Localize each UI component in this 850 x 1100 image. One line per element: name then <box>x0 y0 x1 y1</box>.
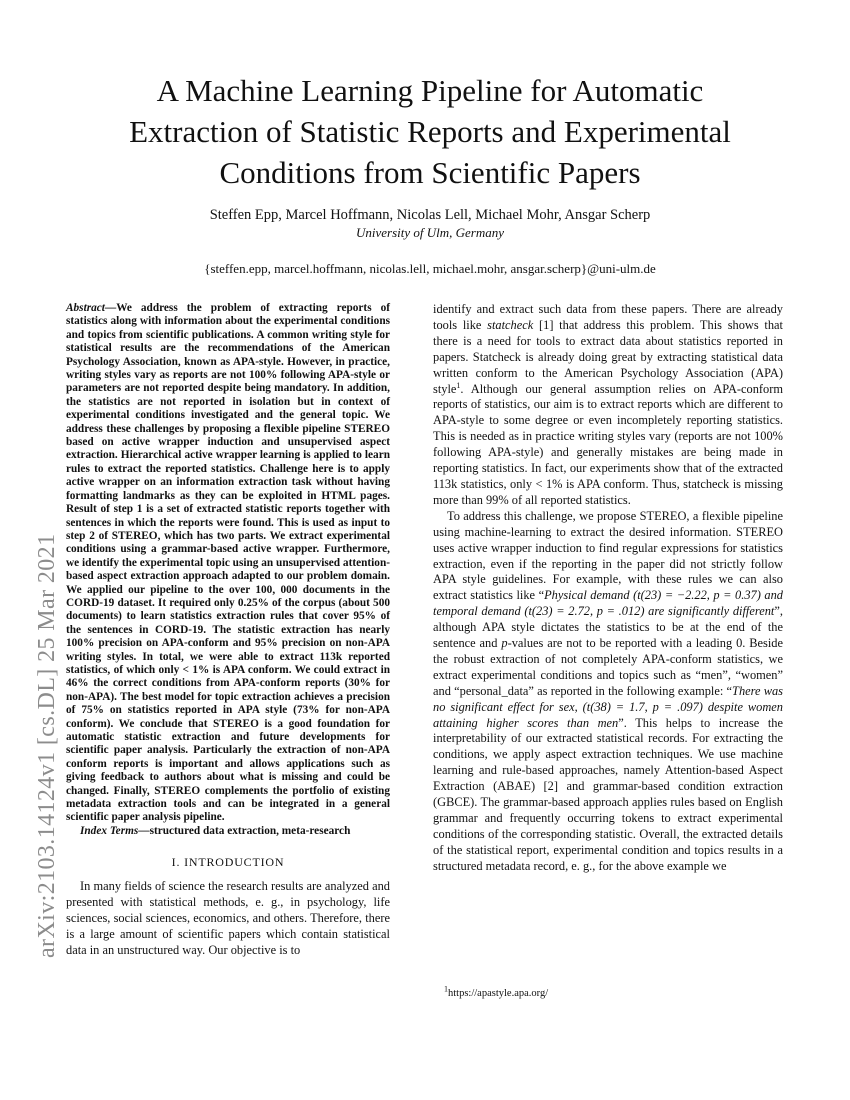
index-terms-text: —structured data extraction, meta-research <box>138 824 351 837</box>
p-variable: p <box>501 636 508 651</box>
example-quote-1: Physical demand (t(23) = −2.22, p = 0.37) and temporal demand (t(23) = 2.72, p = .012) are significantly different <box>433 588 783 619</box>
title-line-1: A Machine Learning Pipeline for Automatic <box>156 73 704 108</box>
affiliation: University of Ulm, Germany <box>355 225 505 240</box>
body-text: identify and extract such data from these papers. There are already tools like <box>433 302 783 332</box>
right-column <box>433 302 783 875</box>
arxiv-identifier: arXiv:2103.14124v1 [cs.DL] 25 Mar 2021 <box>34 533 60 958</box>
example-quote-2: There was no significant effect for sex, (t(38) = 1.7, p = .097) despite women attaining higher scores than men <box>433 683 784 730</box>
statcheck-term: statcheck <box>487 317 534 332</box>
author-list: Steffen Epp, Marcel Hoffmann, Nicolas Lell, Michael Mohr, Ansgar Scherp <box>209 207 651 223</box>
footnote <box>444 984 549 999</box>
body-text: -values are not to be reported with a leading 0. Beside the robust extraction of not completely APA-conform statistics, we extract experimental conditions and topics such as “men”, “women” and “personal_data” as reported in the following example: “ <box>433 636 783 698</box>
index-terms <box>66 825 390 838</box>
body-text: ”. This helps to increase the interpretability of our extracted statistical records. For extracting the conditions, we apply aspect extraction techniques. We use machine learning and rule-based approaches, namely Attention-based Aspect Extraction (ABAE) [2] and grammar-based condition extraction (GBCE). The grammar-based approach applies rules based on English grammar and frequently occurring tokens to extract experimental conditions of the corresponding statistic. Overall, the extracted details of the statistical report, experimental condition and topics results in a structured metadata record, e. g., for the above example we <box>433 715 784 873</box>
footnote-url: https://apastyle.apa.org/ <box>448 988 549 999</box>
body-text: To address this challenge, we propose STEREO, a flexible pipeline using machine-learning to extract the desired information. STEREO uses active wrapper induction to find regular expressions for statistics extraction, even if the reporting in the paper did not strictly follow APA style guidelines. For example, with these rules we can also extract statistics like “ <box>433 508 783 603</box>
footnote-reference: 1 <box>456 380 461 390</box>
body-paragraph-2 <box>433 509 783 875</box>
author-emails: {steffen.epp, marcel.hoffmann, nicolas.lell, michael.mohr, ansgar.scherp}@uni-ulm.de <box>204 261 656 276</box>
index-terms-label: Index Terms <box>80 824 139 837</box>
paper-title <box>60 70 800 193</box>
body-paragraph-1 <box>433 302 783 509</box>
footnote-mark: 1 <box>444 984 448 994</box>
abstract-text: —We address the problem of extracting reports of statistics along with information about the experimental conditions and topics from scientific publications. A common writing style for statistical results are the recommendations of the American Psychology Association, known as APA-style. However, in practice, writing styles vary as reports are not 100% following APA-style or parameters are not reported despite being mandatory. In addition, the statistics are not reported in isolation but in context of experimental conditions investigated and the general topic. We address these challenges by proposing a flexible pipeline STEREO based on active wrapper induction and unsupervised aspect extraction. Hierarchical active wrapper learning is applied to learn rules to extract the reported statistics. Challenge here is to apply active wrapper on an information extraction task without having formatting landmarks as they can be exploited in HTML pages. Result of step 1 is a set of extracted statistic reports together with sentences in which the reports were found. This is used as input to step 2 of STEREO, which has two parts. We extract experimental conditions using a grammar-based active wrapper. Furthermore, we identify the experimental topic using an unsupervised attention-based aspect extraction approach adapted to our problem domain. We applied our pipeline to the over 100, 000 documents in the CORD-19 dataset. It required only 0.25% of the corpus (about 500 documents) to learn statistics extraction rules that cover 95% of the sentences in CORD-19. The statistic extraction has nearly 100% precision on APA-conform and 95% precision on non-APA writing styles. In total, we were able to extract 113k reported statistics, of which only < 1% is APA conform. We could extract in 46% the correct conditions from APA-conform reports (30% for non-APA). The best model for topic extraction achieves a precision of 75% on statistics reported in APA style (73% for non-APA conform). We conclude that STEREO is a good foundation for automatic statistic extraction and future developments for scientific paper analysis. Particularly the extraction of non-APA conform reports is important and allows applications such as giving feedback to authors about what is missing and could be changed. Finally, STEREO complements the portfolio of existing metadata extraction tools and can be integrated in a general scientific paper analysis pipeline. <box>66 302 390 824</box>
section-heading-introduction: I. INTRODUCTION <box>171 855 285 870</box>
body-text: . Although our general assumption relies on APA-conform reports of statistics, our aim is to extract reports which are different to APA-style to some degree or even incompletely reporting statistics. This is needed as in practice writing styles vary (reports are not 100% following APA-style) and generally mistakes are being made in reporting statistics. In fact, our experiments show that of the extracted 113k statistics, only < 1% is APA conform. Thus, statcheck is missing more than 99% of all reported statistics. <box>433 381 783 507</box>
body-text: [1] that address this problem. This shows that there is a need for tools to extract data about statistics reported in papers. Statcheck is already doing great by extracting statistical data written conform to the American Psychology Association (APA) style <box>433 317 783 396</box>
abstract-label: Abstract <box>66 302 105 314</box>
body-text: ”, although APA style dictates the statistics to be at the end of the sentence and <box>433 604 783 651</box>
abstract <box>66 302 390 825</box>
title-line-2: Extraction of Statistic Reports and Experimental <box>129 114 731 149</box>
title-line-3: Conditions from Scientific Papers <box>219 155 641 190</box>
left-column <box>66 302 390 959</box>
introduction-paragraph: In many fields of science the research results are analyzed and presented with statistical methods, e. g., in psychology, life sciences, social sciences, economics, and others. Therefore, there is a large amount of scientific papers which contain statistical data in an unstructured way. Our objective is to <box>66 879 390 957</box>
